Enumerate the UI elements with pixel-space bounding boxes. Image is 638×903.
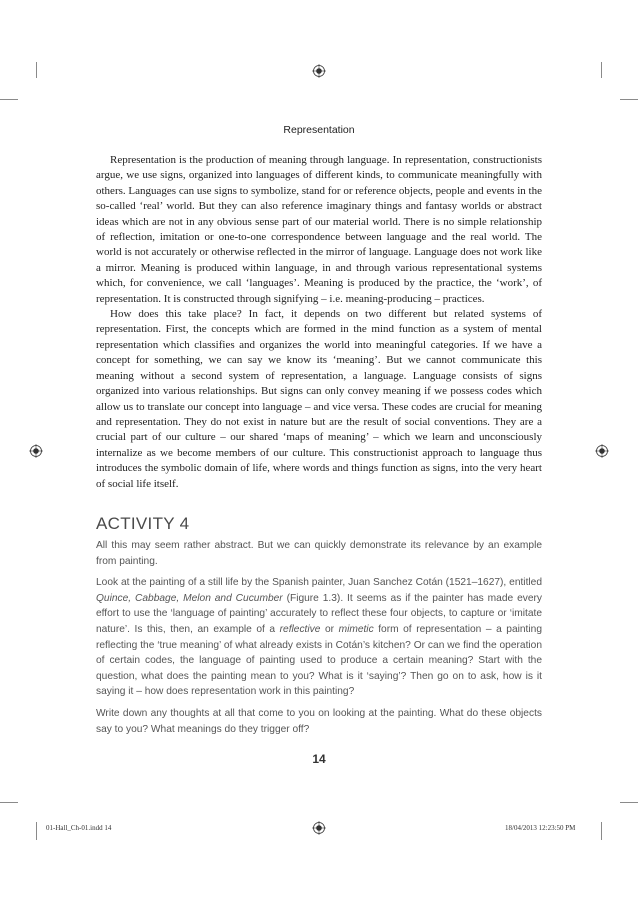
painting-title: Quince, Cabbage, Melon and Cucumber (96, 592, 283, 604)
registration-mark-right-icon (595, 444, 609, 458)
body-text (96, 153, 542, 492)
slug-filename: 01-Hall_Ch-01.indd 14 (46, 824, 112, 832)
activity-p2-text-a: Look at the painting of a still life by the Spanish painter, Juan Sanchez Cotán (1521–1627), entitled (96, 577, 542, 589)
activity-heading: ACTIVITY 4 (96, 514, 190, 533)
body-paragraph-2: How does this take place? In fact, it depends on two different but related systems of representation. First, the concepts which are formed in the mind function as a system of mental representation which classifies and organizes the world into meaningful categories. If we have a concept for something, we can say we know its ‘meaning’. But we cannot communicate this meaning without a second system of representation, a language. Language consists of signs organized into various relationships. But signs can only convey meaning if we possess codes which allow us to translate our concept into language – and vice versa. These codes are crucial for meaning and representation. They do not exist in nature but are the result of social conventions. They are a crucial part of our culture – our shared ‘maps of meaning’ – which we learn and unconsciously internalize as we become members of our culture. This constructionist approach to language thus introduces the symbolic domain of life, where words and things function as signs, into the very heart of social life itself. (96, 308, 542, 490)
term-mimetic: mimetic (338, 623, 374, 635)
activity-paragraph-1: All this may seem rather abstract. But we can quickly demonstrate its relevance by an example from painting. (96, 540, 542, 567)
crop-mark-top-left-v (36, 62, 37, 78)
activity-p2-text-b: (Figure 1.3). It seems as if the painter has made every effort to use the ‘language of painting’ accurately to reflect these four objects, to capture or ‘imitate nature’. Is this, then, an example of a (96, 592, 542, 635)
activity-paragraph-2 (96, 575, 542, 700)
crop-mark-right-top-h (620, 99, 638, 100)
running-head: Representation (283, 124, 355, 136)
crop-mark-left-top-h (0, 99, 18, 100)
crop-mark-top-right-v (601, 62, 602, 78)
registration-mark-left-icon (29, 444, 43, 458)
registration-mark-top-icon (312, 64, 326, 78)
crop-mark-bottom-left-v (36, 822, 37, 840)
activity-p2-text-d: form of representation – a painting reflecting the ‘true meaning’ of what already exists in Cotán’s kitchen? Or can we find the operation of certain codes, the language of painting used to produce a certain meaning? Start with the question, what does the painting mean to you? What is it ‘saying’? Then go on to ask, how is it saying it – how does representation work in this painting? (96, 623, 542, 698)
activity-paragraph-3: Write down any thoughts at all that come to you on looking at the painting. What do these objects say to you? What meanings do they trigger off? (96, 707, 542, 735)
page-number: 14 (312, 752, 326, 766)
activity-box (96, 538, 542, 743)
body-paragraph-1: Representation is the production of meaning through language. In representation, constructionists argue, we use signs, organized into languages of different kinds, to communicate meaningfully with others. Languages can use signs to symbolize, stand for or reference objects, people and events in the so-called ‘real’ world. But they can also reference imaginary things and fantasy worlds or abstract ideas which are not in any obvious sense part of our material world. There is no simple relationship of reflection, imitation or one-to-one correspondence between language and the real world. The world is not accurately or otherwise reflected in the mirror of language. Language does not work like a mirror. Meaning is produced within language, in and through various representational systems which, for convenience, we call ‘languages’. Meaning is produced by the practice, the ‘work’, of representation. It is constructed through signifying – i.e. meaning-producing – practices. (96, 154, 542, 305)
crop-mark-right-bottom-h (620, 802, 638, 803)
crop-mark-bottom-right-v (601, 822, 602, 840)
slug-timestamp: 18/04/2013 12:23:50 PM (505, 824, 576, 832)
crop-mark-left-bottom-h (0, 802, 18, 803)
registration-mark-bottom-icon (312, 821, 326, 835)
activity-p2-text-c: or (320, 623, 339, 635)
term-reflective: reflective (279, 623, 321, 635)
